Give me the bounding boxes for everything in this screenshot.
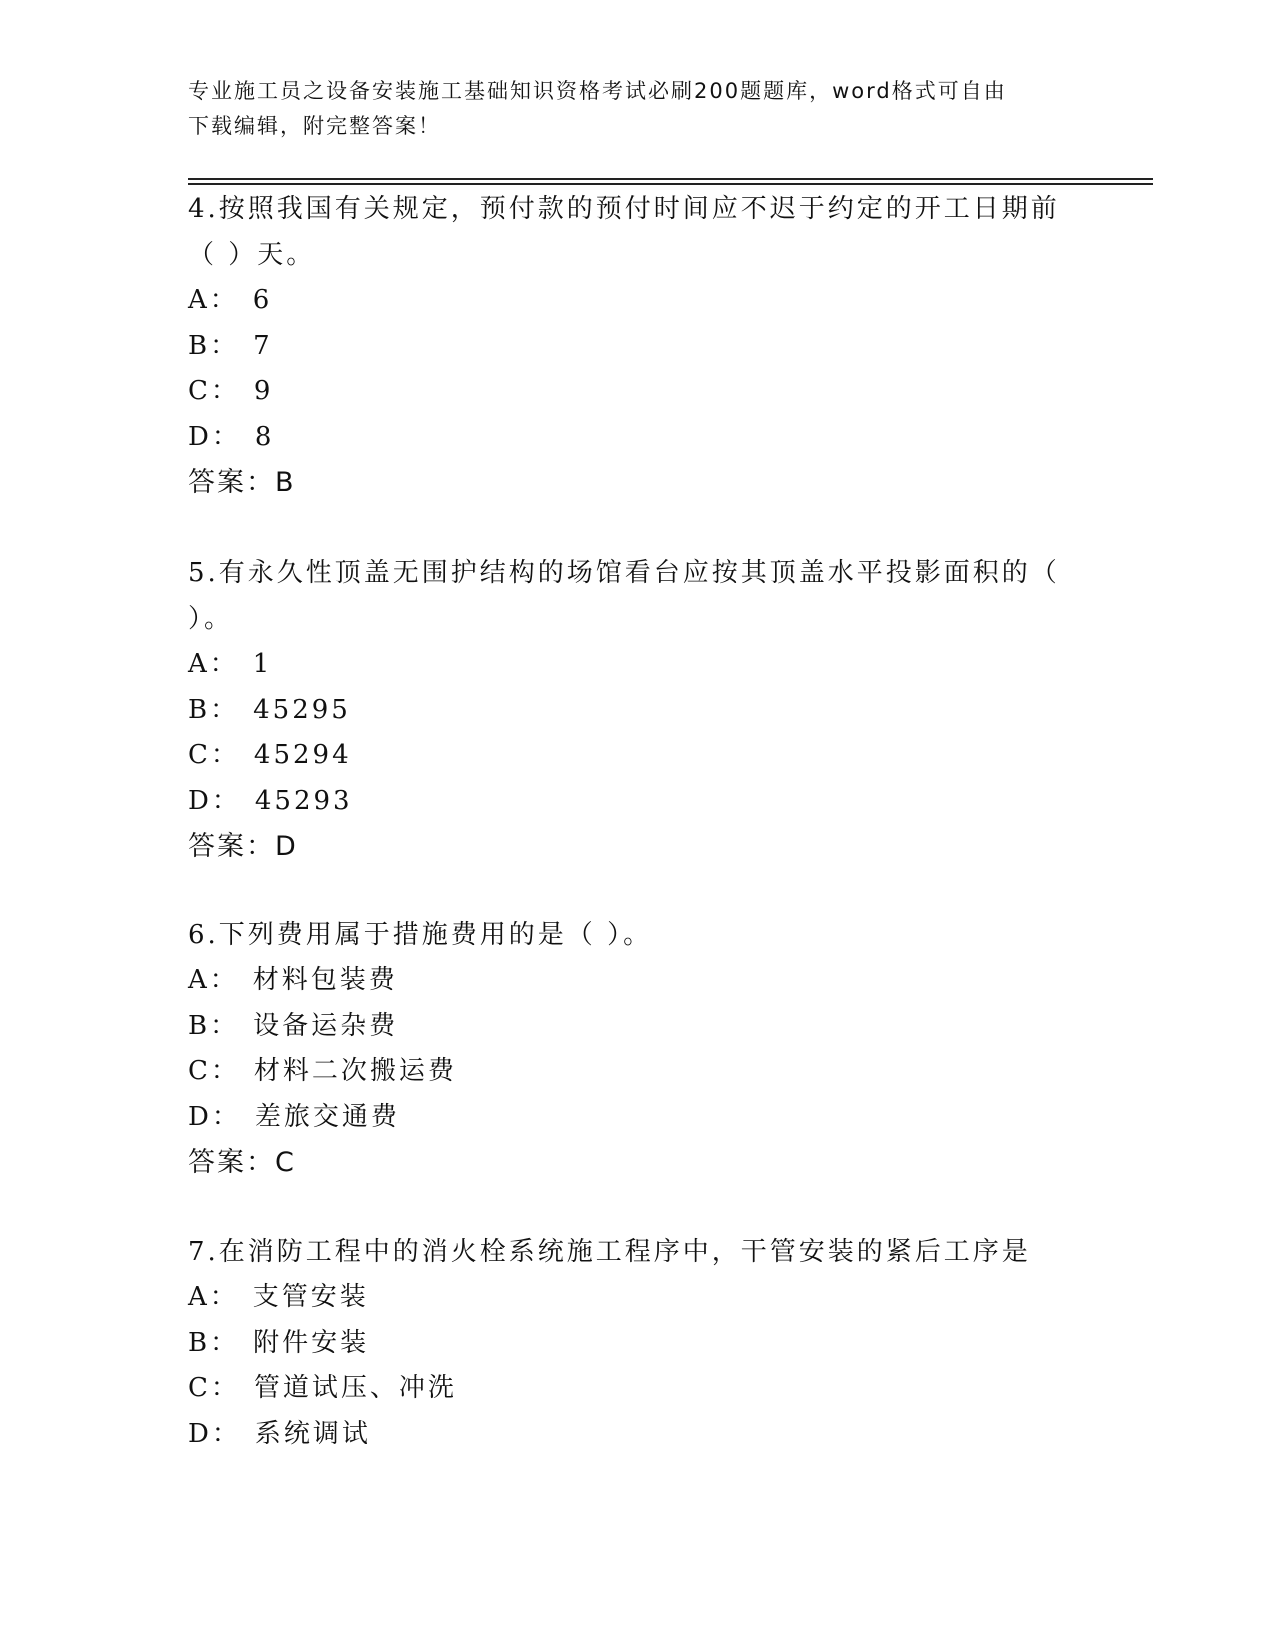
option-key: A： bbox=[188, 1282, 239, 1312]
header-divider-bottom bbox=[188, 183, 1153, 185]
header-line-1: 专业施工员之设备安装施工基础知识资格考试必刷200题题库，word格式可自由 bbox=[188, 79, 1007, 103]
question-stem bbox=[188, 550, 1068, 642]
option-text: 6 bbox=[252, 285, 273, 315]
question-stem bbox=[188, 912, 1068, 958]
option-text: 8 bbox=[254, 421, 275, 452]
option-a bbox=[188, 278, 1068, 324]
option-d bbox=[188, 1095, 1068, 1141]
option-a bbox=[188, 1275, 1068, 1321]
question-stem-line: 5.有永久性顶盖无围护结构的场馆看台应按其顶盖水平投影面积的（ bbox=[188, 558, 1060, 588]
option-key: A： bbox=[188, 965, 239, 995]
option-key: D： bbox=[188, 1418, 241, 1449]
option-a bbox=[188, 642, 1068, 688]
answer-line: 答案：D bbox=[188, 831, 298, 862]
option-key: C： bbox=[188, 1056, 240, 1086]
option-key: C： bbox=[188, 1373, 240, 1403]
option-text: 45294 bbox=[253, 740, 352, 770]
document-header bbox=[188, 74, 1088, 144]
option-c bbox=[188, 1049, 1068, 1095]
option-key: C： bbox=[188, 740, 240, 770]
option-text: 设备运杂费 bbox=[253, 1010, 399, 1041]
option-d bbox=[188, 779, 1068, 825]
option-text: 材料包装费 bbox=[252, 965, 398, 995]
option-key: B： bbox=[188, 694, 240, 725]
header-line-2: 下载编辑，附完整答案！ bbox=[188, 114, 441, 138]
option-text: 附件安装 bbox=[253, 1327, 370, 1358]
option-c bbox=[188, 369, 1068, 415]
option-text: 7 bbox=[253, 330, 273, 361]
option-text: 1 bbox=[252, 649, 273, 679]
option-key: B： bbox=[188, 330, 240, 361]
option-text: 45295 bbox=[253, 694, 351, 725]
option-text: 9 bbox=[253, 376, 274, 406]
answer-line: 答案：B bbox=[188, 467, 296, 498]
question-6 bbox=[188, 912, 1068, 1186]
option-key: B： bbox=[188, 1010, 240, 1041]
option-a bbox=[188, 958, 1068, 1004]
question-stem-line: 6.下列费用属于措施费用的是（ ）。 bbox=[188, 920, 653, 950]
option-key: D： bbox=[188, 421, 241, 452]
option-b bbox=[188, 688, 1068, 734]
option-text: 管道试压、冲洗 bbox=[253, 1373, 457, 1403]
question-5 bbox=[188, 550, 1068, 870]
option-key: A： bbox=[188, 649, 239, 679]
option-key: D： bbox=[188, 1101, 241, 1132]
option-c bbox=[188, 1366, 1068, 1412]
option-key: A： bbox=[188, 285, 239, 315]
answer-line: 答案：C bbox=[188, 1147, 296, 1178]
option-d bbox=[188, 415, 1068, 461]
question-stem bbox=[188, 186, 1068, 278]
option-b bbox=[188, 324, 1068, 370]
question-stem-line: 4.按照我国有关规定，预付款的预付时间应不迟于约定的开工日期前 bbox=[188, 194, 1060, 224]
option-text: 材料二次搬运费 bbox=[253, 1056, 457, 1086]
option-key: B： bbox=[188, 1327, 240, 1358]
option-key: C： bbox=[188, 376, 240, 406]
option-text: 系统调试 bbox=[254, 1418, 371, 1449]
option-text: 差旅交通费 bbox=[254, 1101, 400, 1132]
option-b bbox=[188, 1004, 1068, 1050]
option-b bbox=[188, 1321, 1068, 1367]
option-key: D： bbox=[188, 785, 241, 816]
option-text: 45293 bbox=[254, 785, 353, 816]
question-stem-line: （ ）天。 bbox=[188, 240, 316, 270]
header-divider-top bbox=[188, 178, 1153, 180]
question-stem-line: ）。 bbox=[188, 604, 234, 634]
option-c bbox=[188, 733, 1068, 779]
question-stem bbox=[188, 1229, 1068, 1275]
question-7 bbox=[188, 1229, 1068, 1457]
question-4 bbox=[188, 186, 1068, 506]
option-d bbox=[188, 1412, 1068, 1458]
option-text: 支管安装 bbox=[252, 1282, 369, 1312]
question-stem-line: 7.在消防工程中的消火栓系统施工程序中，干管安装的紧后工序是 bbox=[188, 1237, 1031, 1267]
